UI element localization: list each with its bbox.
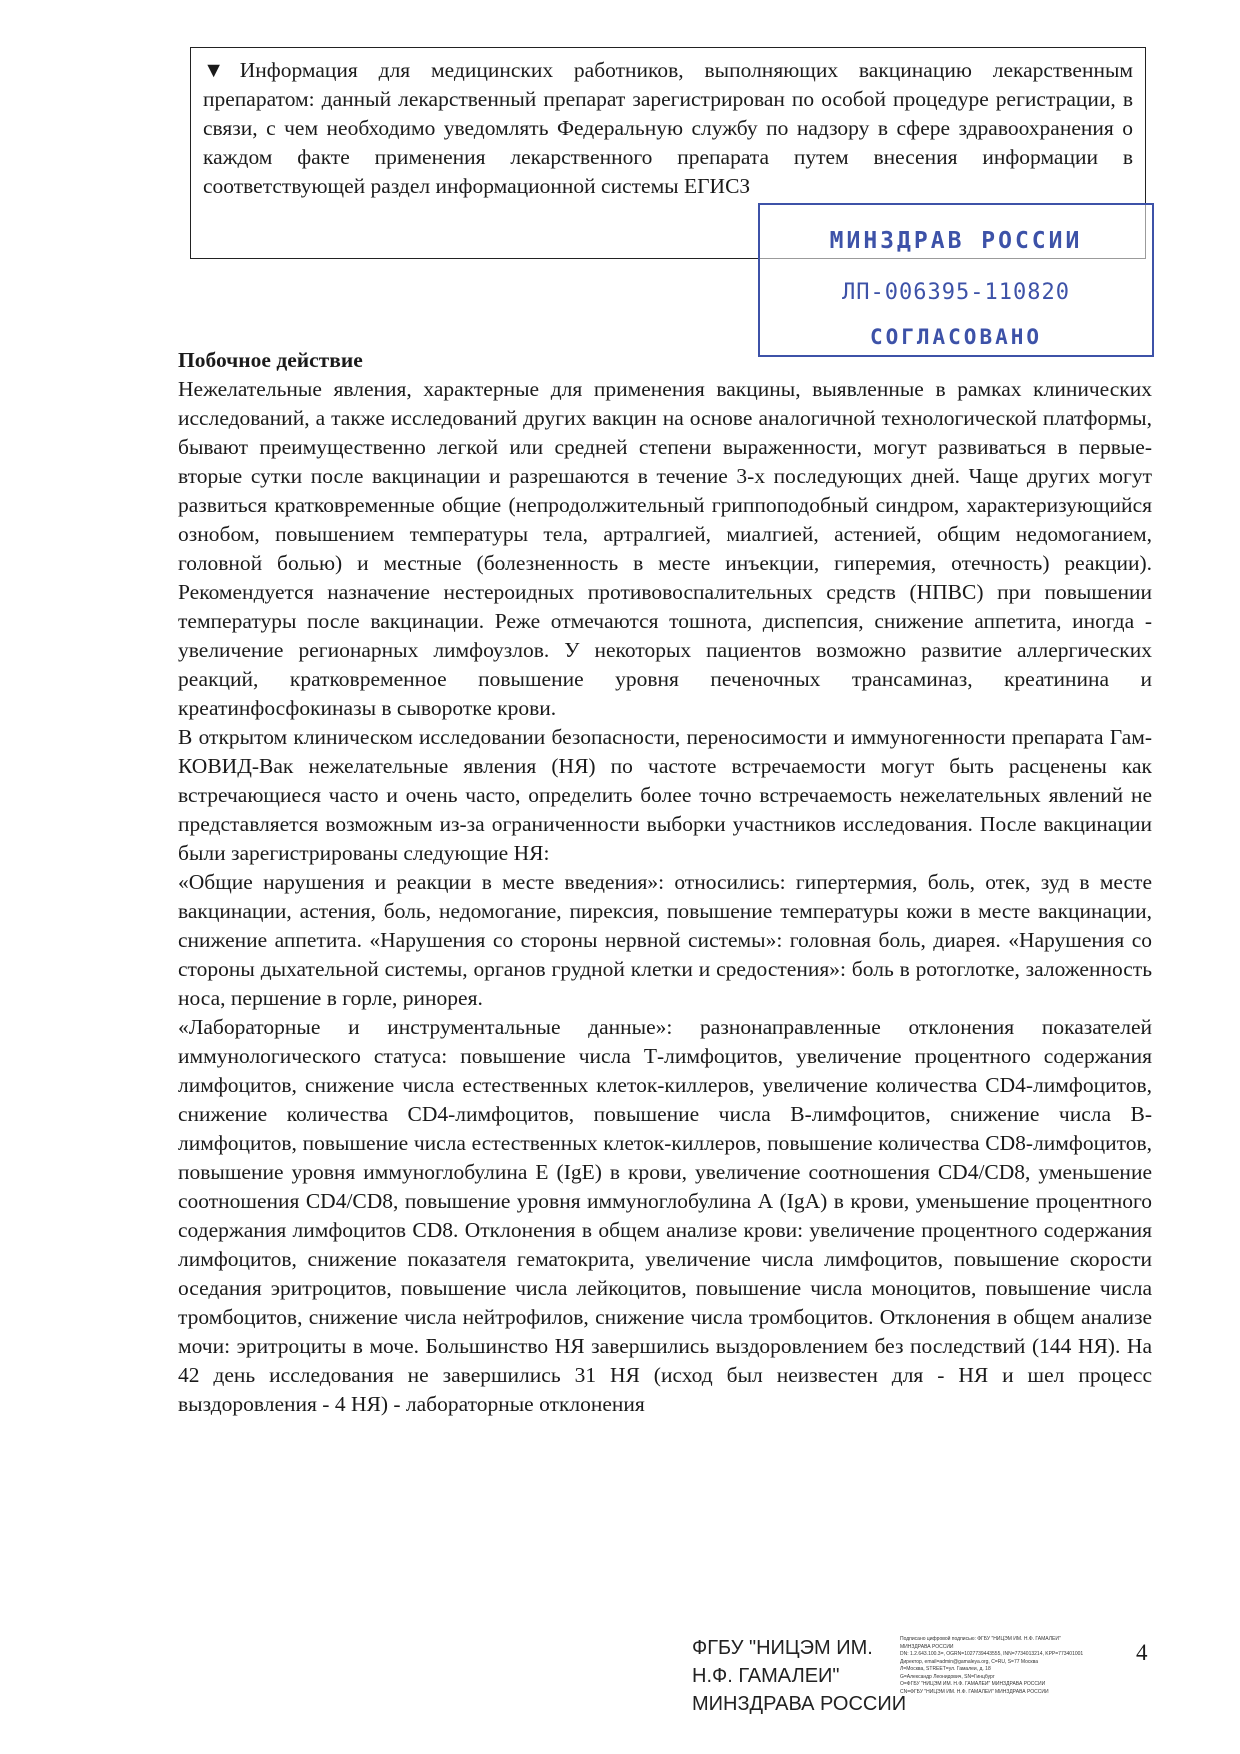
signature-line: O=ФГБУ "НИЦЭМ ИМ. Н.Ф. ГАМАЛЕИ" МИНЗДРАВА РОССИИ: [900, 1681, 1046, 1687]
footer-organization: [692, 1634, 906, 1718]
stamp-approved: СОГЛАСОВАНО: [869, 325, 1043, 349]
signature-line: G=Александр Леонидович, SN=Гинцбург: [900, 1673, 995, 1680]
notice-body: Информация для медицинских работников, выполняющих вакцинацию лекарственным препаратом: данный лекарственный препарат зарегистрирован по особой процедуре регистрации, в связи, с чем необходимо уведомлять Федеральную службу по надзору в сфере здравоохранения о каждом факте применения лекарственного препарата путем внесения информации в соответствующей раздел информационной системы ЕГИСЗ: [203, 58, 1134, 198]
paragraph-general-reactions: Нежелательные явления, характерные для применения вакцины, выявленные в рамках клинических исследований, а также исследований других вакцин на основе аналогичной технологической платформы, бывают преимущественно легкой или средней степени выраженности, могут развиваться в первые-вторые сутки после вакцинации и разрешаются в течение 3-х последующих дней. Чаще других могут развиться кратковременные общие (непродолжительный гриппоподобный синдром, характеризующийся ознобом, повышением температуры тела, артралгией, миалгией, астенией, общим недомоганием, головной болью) и местные (болезненность в месте инъекции, гиперемия, отечность) реакции). Рекомендуется назначение нестероидных противовоспалительных средств (НПВС) при повышении температуры после вакцинации. Реже отмечаются тошнота, диспепсия, снижение аппетита, иногда - увеличение регионарных лимфоузлов. У некоторых пациентов возможно развитие аллергических реакций, кратковременное повышение уровня печеночных трансаминаз, креатинина и креатинфосфокиназы в сыворотке крови.: [178, 377, 1152, 720]
section-heading: Побочное действие: [178, 348, 363, 372]
stamp-registration-number: ЛП-006395-110820: [842, 280, 1070, 305]
signature-line: МИНЗДРАВА РОССИИ: [900, 1643, 954, 1650]
approval-stamp: [758, 203, 1154, 357]
paragraph-adverse-events: «Общие нарушения и реакции в месте введения»: относились: гипертермия, боль, отек, зуд в месте вакцинации, астения, боль, недомогание, пирексия, повышение температуры кожи в месте вакцинации, снижение аппетита. «Нарушения со стороны нервной системы»: головная боль, диарея. «Нарушения со стороны дыхательной системы, органов грудной клетки и средостения»: боль в ротоглотке, заложенность носа, першение в горле, ринорея.: [178, 870, 1152, 1010]
vaccination-notice-text: [203, 56, 1133, 201]
digital-signature-block: [900, 1636, 1100, 1696]
signature-line: CN=ФГБУ "НИЦЭМ ИМ. Н.Ф. ГАМАЛЕИ" МИНЗДРАВА РОССИИ: [900, 1688, 1049, 1695]
stamp-ministry: МИНЗДРАВ РОССИИ: [829, 228, 1083, 254]
signature-line: DN: 1.2.643.100.3=, OGRN=1027739443555, INN=7734013214, KPP=773401001: [900, 1651, 1084, 1657]
footer-org-line: ФГБУ "НИЦЭМ ИМ.: [692, 1637, 873, 1659]
footer-org-line: Н.Ф. ГАМАЛЕИ": [692, 1665, 840, 1687]
side-effects-section: [178, 346, 1152, 1419]
triangle-down-icon: ▼: [203, 58, 240, 82]
paragraph-clinical-study: В открытом клиническом исследовании безопасности, переносимости и иммуногенности препарата Гам-КОВИД-Вак нежелательные явления (НЯ) по частоте встречаемости могут быть расценены как встречающиеся часто и очень часто, определить более точно встречаемость нежелательных явлений не представляется возможным из-за ограниченности выборки участников исследования. После вакцинации были зарегистрированы следующие НЯ:: [178, 725, 1152, 865]
page-number: 4: [1136, 1640, 1148, 1665]
signature-line: Директор, email=admin@gamaleya.org, C=RU, S=77 Москва: [900, 1658, 1039, 1665]
paragraph-laboratory-data: «Лабораторные и инструментальные данные»: разнонаправленные отклонения показателей иммунологического статуса: повышение числа Т-лимфоцитов, увеличение процентного содержания лимфоцитов, снижение числа естественных клеток-киллеров, увеличение количества CD4-лимфоцитов, снижение количества CD4-лимфоцитов, повышение числа В-лимфоцитов, снижение числа В-лимфоцитов, повышение числа естественных клеток-киллеров, повышение количества CD8-лимфоцитов, повышение уровня иммуноглобулина E (IgE) в крови, увеличение соотношения CD4/CD8, уменьшение соотношения CD4/CD8, повышение уровня иммуноглобулина А (IgA) в крови, уменьшение процентного содержания лимфоцитов CD8. Отклонения в общем анализе крови: увеличение процентного содержания лимфоцитов, снижение показателя гематокрита, увеличение числа лимфоцитов, повышение скорости оседания эритроцитов, повышение числа лейкоцитов, повышение числа моноцитов, повышение числа тромбоцитов, снижение числа нейтрофилов, снижение числа тромбоцитов. Отклонения в общем анализе мочи: эритроциты в моче. Большинство НЯ завершились выздоровлением без последствий (144 НЯ). На 42 день исследования не завершились 31 НЯ (исход был неизвестен для - НЯ и шел процесс выздоровления - 4 НЯ) - лабораторные отклонения: [178, 1015, 1152, 1416]
signature-line: Л=Москва, STREET=ул. Гамалеи, д. 18: [900, 1666, 991, 1672]
footer-org-line: МИНЗДРАВА РОССИИ: [692, 1693, 907, 1715]
signature-line: Подписано цифровой подписью: ФГБУ "НИЦЭМ ИМ. Н.Ф. ГАМАЛЕИ": [900, 1636, 1061, 1642]
